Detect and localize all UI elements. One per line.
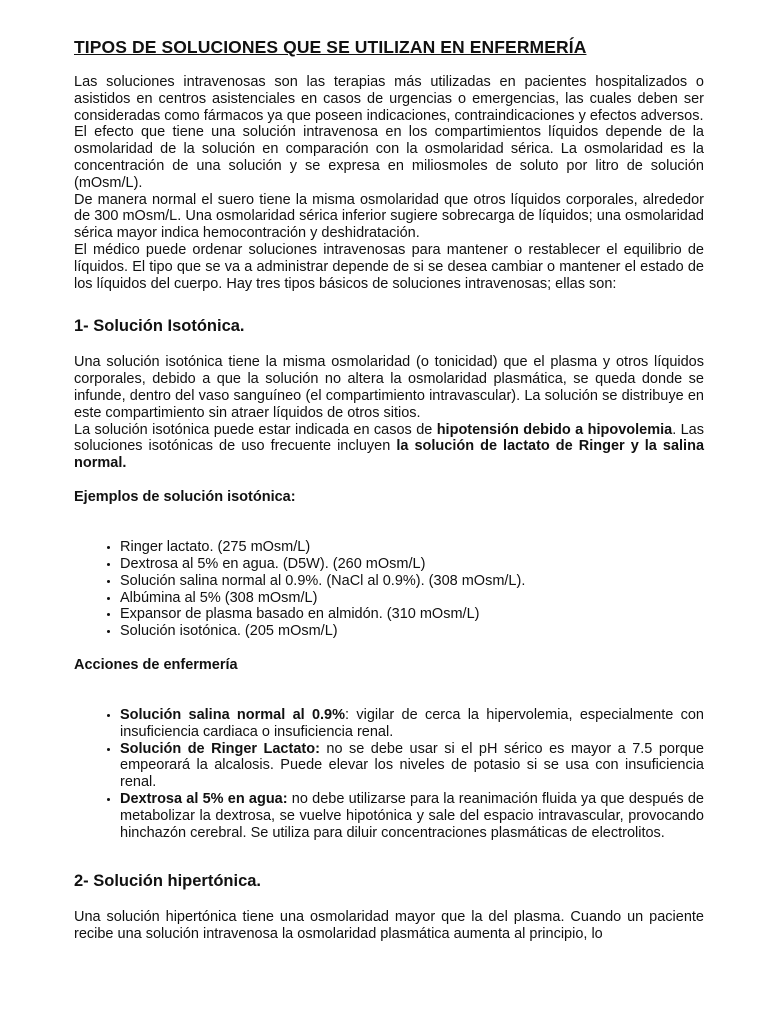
list-item: • Solución salina normal al 0.9%. (NaCl al 0.9%). (308 mOsm/L).: [120, 573, 704, 590]
isotonic-p2-text-c: . Las soluciones isotónicas de uso frecuente incluyen: [74, 421, 704, 455]
actions-list: [74, 707, 704, 841]
isotonic-p2-bold-hypotension: hipotensión debido a hipovolemia: [436, 421, 673, 438]
list-item: • Albúmina al 5% (308 mOsm/L): [120, 590, 704, 607]
isotonic-paragraph-1: Una solución isotónica tiene la misma osmolaridad (o tonicidad) que el plasma y otros líquidos corporales, debido a que la solución no altera la osmolaridad plasmática, se queda donde se infunde, dentro del vaso sanguíneo (el compartimiento intravascular). La solución se distribuye en este compartimiento sin atraer líquidos de otros sitios.: [74, 354, 704, 421]
intro-paragraph-4: El médico puede ordenar soluciones intravenosas para mantener o restablecer el equilibrio de líquidos. El tipo que se va a administrar depende de si se desea cambiar o mantener el estado de los líquidos del cuerpo. Hay tres tipos básicos de soluciones intravenosas; ellas son:: [74, 241, 704, 292]
action-text: no debe utilizarse para la reanimación fluida ya que después de metabolizar la dextrosa, se vuelve hipotónica y sale del espacio intravascular, provocando hinchazón cerebral. Se utiliza para diluir concentraciones plasmáticas de electrolitos.: [120, 791, 704, 841]
action-text: : vigilar de cerca la hipervolemia, especialmente con insuficiencia cardiaca o insuficiencia renal.: [120, 707, 704, 740]
action-text: no se debe usar si el pH sérico es mayor a 7.5 porque empeorará la alcalosis. Puede elevar los niveles de potasio si se usa con insuficiencia renal.: [120, 740, 704, 791]
list-item: • Dextrosa al 5% en agua. (D5W). (260 mOsm/L): [120, 556, 704, 573]
list-item: [120, 707, 704, 741]
list-item: [120, 741, 704, 791]
intro-paragraph-2: El efecto que tiene una solución intravenosa en los compartimientos líquidos depende de la osmolaridad de la solución en comparación con la osmolaridad sérica. La osmolaridad es la concentración de una solución y se expresa en miliosmoles de soluto por litro de solución (mOsm/L).: [74, 124, 704, 191]
action-term: Dextrosa al 5% en agua:: [120, 791, 288, 808]
isotonic-p2-text-a: La solución isotónica puede estar indicada en casos de: [74, 421, 437, 438]
section-heading-hypertonic: 2- Solución hipertónica.: [74, 872, 262, 891]
isotonic-paragraph-2: [74, 422, 704, 472]
intro-paragraph-1: Las soluciones intravenosas son las terapias más utilizadas en pacientes hospitalizados o asistidos en centros asistenciales en casos de urgencias o emergencias, las cuales deben ser consideradas como fármacos ya que poseen indicaciones, contraindicaciones y efectos adversos.: [74, 74, 704, 124]
isotonic-p2-bold-solutions: la solución de lactato de Ringer y la salina normal.: [74, 438, 705, 472]
examples-list: [74, 539, 704, 640]
action-term: Solución de Ringer Lactato:: [120, 740, 320, 757]
list-item: • Expansor de plasma basado en almidón. (310 mOsm/L): [120, 606, 704, 623]
action-term: Solución salina normal al 0.9%: [120, 707, 346, 724]
list-item: • Ringer lactato. (275 mOsm/L): [120, 539, 704, 556]
intro-paragraph-3: De manera normal el suero tiene la misma osmolaridad que otros líquidos corporales, alrededor de 300 mOsm/L. Una osmolaridad sérica inferior sugiere sobrecarga de líquidos; una osmolaridad sérica mayor indica hemocontración y deshidratación.: [74, 191, 704, 242]
list-item: [120, 791, 704, 841]
examples-heading: Ejemplos de solución isotónica:: [74, 488, 296, 505]
hypertonic-paragraph-1: Una solución hipertónica tiene una osmolaridad mayor que la del plasma. Cuando un paciente recibe una solución intravenosa la osmolaridad plasmática aumenta al principio, lo: [74, 909, 704, 943]
list-item: • Solución isotónica. (205 mOsm/L): [120, 623, 704, 640]
section-heading-isotonic: 1- Solución Isotónica.: [74, 317, 245, 336]
actions-heading: Acciones de enfermería: [74, 656, 238, 673]
document-title: TIPOS DE SOLUCIONES QUE SE UTILIZAN EN ENFERMERÍA: [74, 37, 587, 57]
